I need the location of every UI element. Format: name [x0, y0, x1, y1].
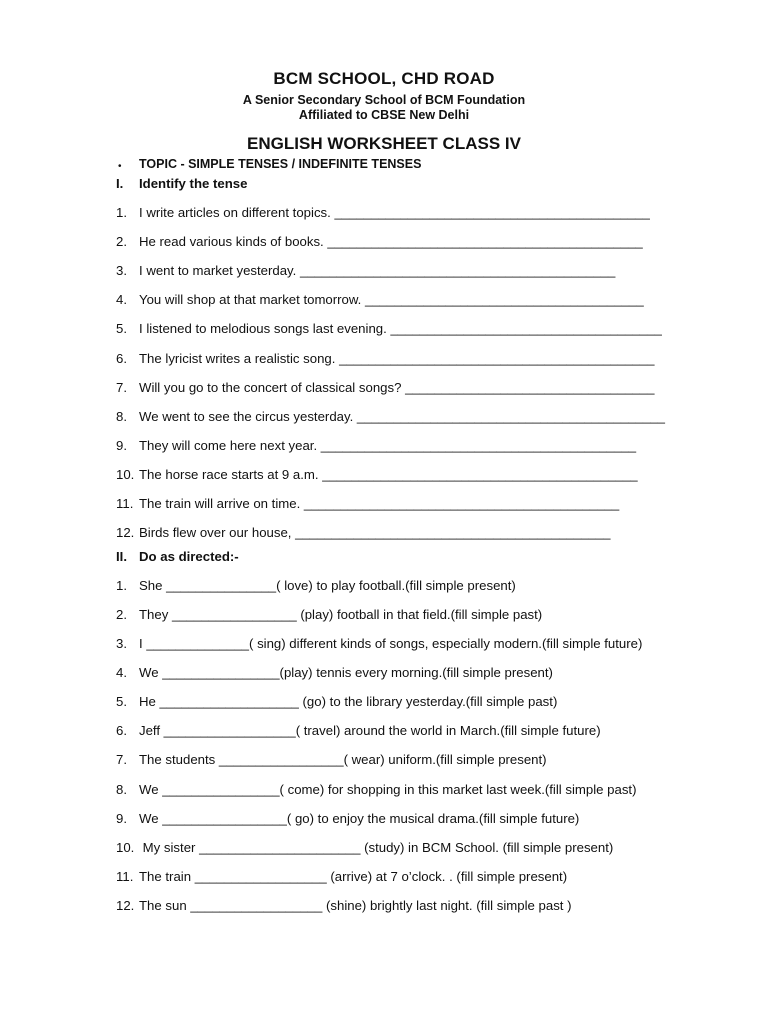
- question-item: [116, 438, 636, 454]
- question-text: The train will arrive on time. ___________________________________________: [139, 496, 620, 511]
- question-text: The students _________________( wear) uniform.(fill simple present): [139, 752, 547, 767]
- question-item: [116, 496, 619, 512]
- school-subtitle: A Senior Secondary School of BCM Foundation: [242, 93, 526, 107]
- question-text: He read various kinds of books. ___________________________________________: [139, 234, 643, 249]
- question-number: 7.: [116, 752, 127, 767]
- question-item: [116, 665, 553, 681]
- question-item: [116, 321, 662, 337]
- question-number: 6.: [116, 351, 127, 366]
- question-number: 5.: [116, 694, 127, 709]
- question-item: [116, 234, 643, 250]
- topic-line: TOPIC - SIMPLE TENSES / INDEFINITE TENSES: [139, 157, 422, 171]
- section-1-title: Identify the tense: [139, 176, 248, 191]
- question-text: The horse race starts at 9 a.m. ___________________________________________: [139, 467, 638, 482]
- question-number: 11.: [116, 869, 134, 884]
- question-item: [116, 636, 642, 652]
- question-item: [116, 351, 654, 367]
- question-item: [116, 409, 665, 425]
- question-text: The train __________________ (arrive) at 7 o’clock. . (fill simple present): [139, 869, 568, 884]
- affiliation-line: Affiliated to CBSE New Delhi: [298, 108, 470, 122]
- section-1-numeral: I.: [116, 176, 124, 191]
- question-number: 1.: [116, 578, 127, 593]
- question-number: 3.: [116, 263, 127, 278]
- question-item: [116, 752, 547, 768]
- worksheet-title: ENGLISH WORKSHEET CLASS IV: [247, 134, 521, 153]
- question-text: The lyricist writes a realistic song. ___________________________________________: [139, 351, 655, 366]
- question-item: [116, 525, 611, 541]
- question-text: They will come here next year. ___________________________________________: [139, 438, 637, 453]
- question-number: 12.: [116, 898, 135, 913]
- bullet-icon: •: [118, 161, 122, 172]
- question-text: My sister ______________________ (study) in BCM School. (fill simple present): [139, 840, 614, 855]
- question-number: 8.: [116, 782, 127, 797]
- section-2-title: Do as directed:-: [139, 549, 239, 564]
- question-number: 6.: [116, 723, 127, 738]
- question-text: Will you go to the concert of classical songs? __________________________________: [139, 380, 655, 395]
- question-item: [116, 578, 516, 594]
- question-number: 1.: [116, 205, 127, 220]
- question-text: He ___________________ (go) to the library yesterday.(fill simple past): [139, 694, 558, 709]
- question-number: 2.: [116, 234, 127, 249]
- question-text: She _______________( love) to play football.(fill simple present): [139, 578, 516, 593]
- question-item: [116, 694, 557, 710]
- question-text: Birds flew over our house, ___________________________________________: [139, 525, 611, 540]
- question-item: [116, 292, 644, 308]
- section-2-numeral: II.: [116, 549, 127, 564]
- question-number: 2.: [116, 607, 127, 622]
- question-number: 5.: [116, 321, 127, 336]
- question-text: I listened to melodious songs last evening. _____________________________________: [139, 321, 662, 336]
- question-number: 4.: [116, 292, 127, 307]
- question-number: 9.: [116, 438, 127, 453]
- question-text: We ________________( come) for shopping in this market last week.(fill simple past): [139, 782, 637, 797]
- question-number: 10.: [116, 840, 135, 855]
- question-item: [116, 869, 567, 885]
- question-number: 4.: [116, 665, 127, 680]
- question-text: We _________________( go) to enjoy the musical drama.(fill simple future): [139, 811, 580, 826]
- question-text: You will shop at that market tomorrow. ______________________________________: [139, 292, 644, 307]
- question-number: 7.: [116, 380, 127, 395]
- question-number: 3.: [116, 636, 127, 651]
- question-number: 11.: [116, 496, 134, 511]
- question-item: [116, 467, 638, 483]
- question-text: The sun __________________ (shine) brightly last night. (fill simple past ): [139, 898, 572, 913]
- school-name: BCM SCHOOL, CHD ROAD: [273, 69, 495, 88]
- question-item: [116, 263, 615, 279]
- question-item: [116, 723, 601, 739]
- question-number: 9.: [116, 811, 127, 826]
- question-text: I write articles on different topics. ___________________________________________: [139, 205, 650, 220]
- question-number: 10.: [116, 467, 135, 482]
- question-number: 12.: [116, 525, 135, 540]
- question-text: We ________________(play) tennis every morning.(fill simple present): [139, 665, 553, 680]
- question-text: They _________________ (play) football in that field.(fill simple past): [139, 607, 543, 622]
- question-item: [116, 205, 650, 221]
- question-number: 8.: [116, 409, 127, 424]
- question-item: [116, 380, 654, 396]
- question-item: [116, 607, 542, 623]
- question-item: [116, 782, 636, 798]
- question-item: [116, 840, 613, 856]
- question-text: I went to market yesterday. ___________________________________________: [139, 263, 616, 278]
- question-item: [116, 811, 579, 827]
- question-text: Jeff __________________( travel) around the world in March.(fill simple future): [139, 723, 601, 738]
- question-text: I ______________( sing) different kinds of songs, especially modern.(fill simple future): [139, 636, 643, 651]
- question-text: We went to see the circus yesterday. __________________________________________: [139, 409, 665, 424]
- question-item: [116, 898, 572, 914]
